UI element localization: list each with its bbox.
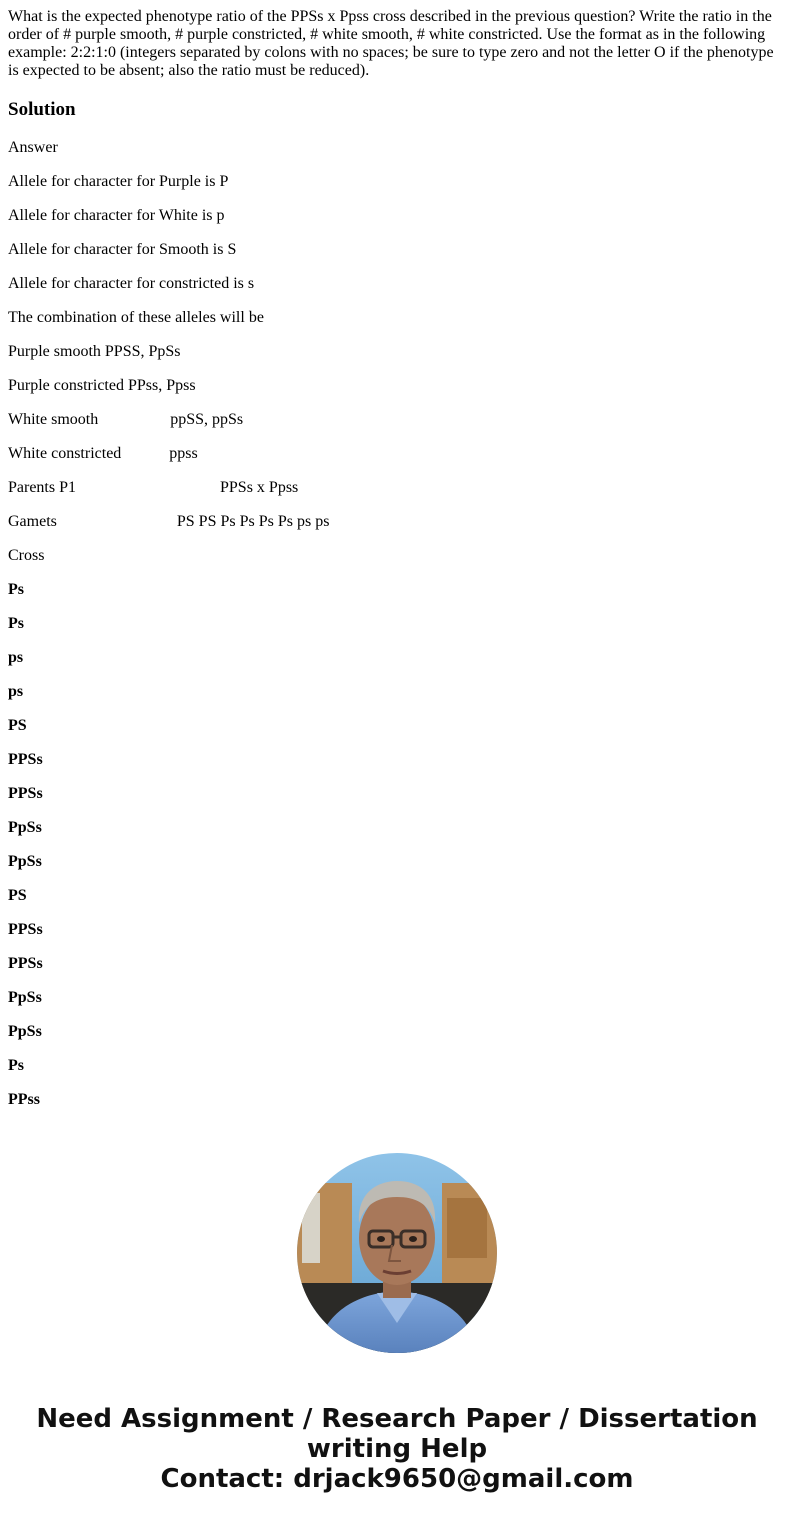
cross-cell: ps [8, 683, 24, 700]
purple-smooth-line: Purple smooth PPSS, PpSs [8, 343, 181, 360]
cross-line: Cross [8, 547, 45, 564]
white-smooth-line: White smooth ppSS, ppSs [8, 411, 244, 428]
cross-cell: PS [8, 717, 27, 734]
cross-cell: PPSs [8, 921, 43, 938]
cross-cell: PPSs [8, 785, 43, 802]
white-constricted-line: White constricted ppss [8, 445, 198, 462]
allele-constricted-line: Allele for character for constricted is s [8, 275, 255, 292]
allele-white-line: Allele for character for White is p [8, 207, 225, 224]
cross-cell: PpSs [8, 1023, 42, 1040]
cross-cell: Ps [8, 615, 24, 632]
parents-line: Parents P1 PPSs x Ppss [8, 479, 299, 496]
footer-contact [0, 1404, 794, 1494]
footer-contact-email: Contact: drjack9650@gmail.com [160, 1464, 634, 1494]
cross-cell: PS [8, 887, 27, 904]
allele-purple-line: Allele for character for Purple is P [8, 173, 229, 190]
tutor-avatar [297, 1153, 497, 1353]
cross-cell: Ps [8, 581, 24, 598]
solution-heading: Solution [8, 99, 76, 120]
combination-line: The combination of these alleles will be [8, 309, 264, 326]
cross-cell: PPSs [8, 955, 43, 972]
purple-constricted-line: Purple constricted PPss, Ppss [8, 377, 196, 394]
gametes-line: Gamets PS PS Ps Ps Ps Ps ps ps [8, 513, 330, 530]
cross-cell: Ps [8, 1057, 24, 1074]
footer-line-2: writing Help [306, 1434, 488, 1464]
cross-cell: PpSs [8, 853, 42, 870]
cross-cell: PPss [8, 1091, 40, 1108]
cross-cell: PpSs [8, 989, 42, 1006]
cross-cell: PpSs [8, 819, 42, 836]
allele-smooth-line: Allele for character for Smooth is S [8, 241, 237, 258]
answer-line: Answer [8, 139, 58, 156]
cross-cell: ps [8, 649, 24, 666]
cross-cell: PPSs [8, 751, 43, 768]
question-text: What is the expected phenotype ratio of the PPSs x Ppss cross described in the previous question? Write the ratio in the order of # purple smooth, # purple constricted, # white smooth, # white constricted. Use the format as in the following example: 2:2:1:0 (integers separated by colons with no spaces; be sure to type zero and not the letter O if the phenotype is expected to be absent; also the ratio must be reduced). [8, 8, 774, 79]
footer-line-1: Need Assignment / Research Paper / Dissertation [36, 1404, 758, 1434]
